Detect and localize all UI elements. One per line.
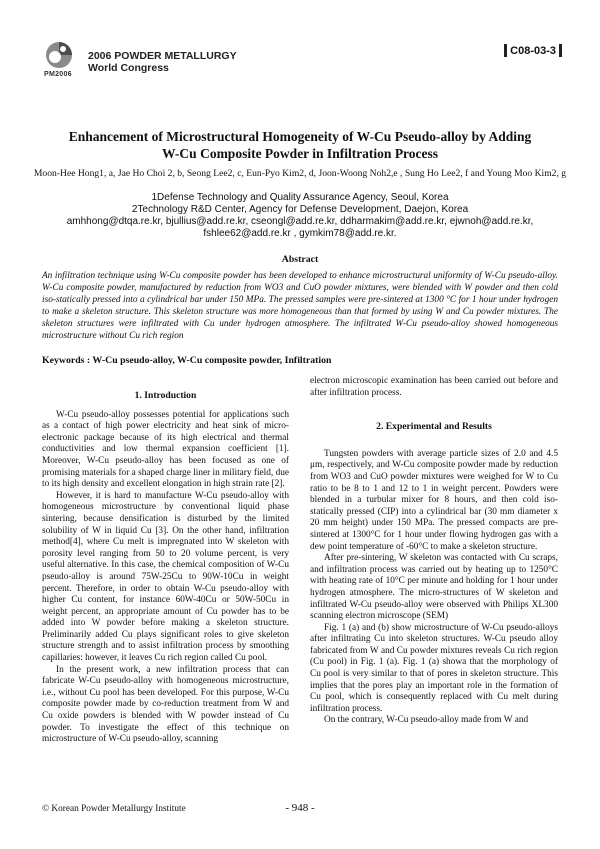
conference-line1: 2006 POWDER METALLURGY	[88, 50, 237, 62]
intro-paragraph-2: However, it is hard to manufacture W-Cu pseudo-alloy with homogeneous microstructure by conventional liquid phase sintering, because densification is disturbed by the limited solubility of W in liquid Cu [3]. On the other hand, infiltration method[4], where Cu melt is impregnated into W skeleton with porosity level ranging from 50 to 20 volume percent, is very useful alternative. In this case, the chemical composition of W-Cu pseudo-alloy is around 75W-25Cu to 90W-10Cu in weight percent. Therefore, in order to obtain W-Cu pseudo-alloy with higher Cu content, for instance 60W-40Cu or 50W-50Cu in weight percent, an appropriate amount of Cu powder has to be added into W powder before making a skeleton structure. Preliminarily added Cu plays significant roles to give skeleton structure strength and to assist infiltration process by smoothing capillaries: however, it leaves Cu rich region called Cu pool.	[42, 490, 289, 664]
right-column	[310, 376, 558, 727]
paper-code	[504, 44, 562, 57]
affiliations	[30, 192, 570, 240]
code-bar-left	[504, 44, 507, 57]
affiliation-line2: 2Technology R&D Center, Agency for Defense Development, Daejon, Korea	[131, 204, 469, 215]
paper-title	[30, 128, 570, 162]
section-heading-introduction: 1. Introduction	[134, 390, 197, 401]
title-line2: W-Cu Composite Powder in Infiltration Process	[161, 146, 439, 161]
conference-line2: World Congress	[88, 62, 169, 74]
abstract-heading: Abstract	[281, 254, 319, 265]
keywords: Keywords : W-Cu pseudo-alloy, W-Cu composite powder, Infiltration	[42, 355, 332, 366]
experimental-paragraph-3: Fig. 1 (a) and (b) show microstructure of W-Cu pseudo-alloys after infiltrating Cu into skeleton structures. W-Cu pseudo alloy fabricated from W and Cu powder mixtures reveals Cu rich region (Cu pool) in Fig. 1 (a). Fig. 1 (a) showa that the morphology of Cu pool is very similar to that of pores in skeleton structure. This implies that the pores play an important role in the formation of Cu pool, which is consequently replaced with Cu melt during infiltration process.	[310, 622, 558, 714]
logo-text: PM2006	[44, 71, 72, 78]
intro-paragraph-3: In the present work, a new infiltration process that can fabricate W-Cu pseudo-alloy with homogeneous microstructure, i.e., without Cu pool has been developed. For this purpose, W-Cu composite powder made by co-reduction treatment from W and Cu oxide powders is blended with W powder instead of Cu powder. To investigate the effect of this technique on microstructure of W-Cu pseudo-alloy, scanning	[42, 664, 289, 745]
experimental-paragraph-4: On the contrary, W-Cu pseudo-alloy made from W and	[324, 715, 529, 726]
abstract-text: An infiltration technique using W-Cu composite powder has been developed to enhance microstructural uniformity of W-Cu pseudo-alloy. W-Cu composite powder, manufactured by reduction from WO3 and CuO powder mixtures, were blended with W powder and then cold iso-statically pressed into a cylindrical bar under 150 MPa. The pressed samples were pre-sintered at 1300 °C for 1 hour under hydrogen to make a skeleton structure. This skeleton structure was more homogeneous than that formed by using W and Cu powder mixtures. The skeleton structures were infiltrated with Cu under hydrogen atmosphere. The infiltrated W-Cu pseudo-alloy showed homogeneous microstructure without Cu rich region	[42, 271, 558, 341]
footer-copyright: © Korean Powder Metallurgy Institute	[42, 804, 186, 814]
left-column	[42, 390, 289, 746]
intro-continuation: electron microscopic examination has been carried out before and after infiltration process.	[310, 376, 558, 398]
paper-code-text: C08-03-3	[510, 44, 556, 57]
experimental-paragraph-2: After pre-sintering, W skeleton was contacted with Cu scraps, and infiltration process was carried out by heating up to 1250°C with heating rate of 10°C per minute and holding for 1 hour under hydrogen atmosphere. The micro-structures of W skeleton and infiltrated W-Cu pseudo-alloy were observed with Philips XL300 scanning electron microscope (SEM)	[310, 553, 558, 622]
pm2006-logo-icon	[44, 40, 74, 70]
email-line1: amhhong@dtqa.re.kr, bjullius@add.re.kr, cseongl@add.re.kr, ddharmakim@add.re.kr, ejwnoh@add.re.kr,	[66, 216, 534, 227]
page-number: - 948 -	[285, 802, 315, 814]
experimental-paragraph-1: Tungsten powders with average particle sizes of 2.0 and 4.5 μm, respectively, and W-Cu composite powder made by reduction from WO3 and CuO powder mixtures were weighed for W to Cu ratio to be 8 to 1 and 12 to 1 in weight percent. Powders were blended in a turbular mixer for 8 hours, and then cold iso-statically pressed (CIP) into a cylindrical bar (30 mm diameter x 20 mm height) under 150 MPa. The pressed compacts are pre-sintered at 1300°C for 1 hour under flowing hydrogen gas with a dew point temperature of -60°C to make a skeleton structure.	[310, 448, 558, 552]
email-line2: fshlee62@add.re.kr , gymkim78@add.re.kr.	[203, 228, 397, 239]
code-bar-right	[559, 44, 562, 57]
title-line1: Enhancement of Microstructural Homogeneity of W-Cu Pseudo-alloy by Adding	[68, 129, 532, 144]
section-heading-experimental: 2. Experimental and Results	[376, 421, 492, 433]
authors: Moon-Hee Hong1, a, Jae Ho Choi 2, b, Seong Lee2, c, Eun-Pyo Kim2, d, Joon-Woong Noh2,e , Sung Ho Lee2, f and Young Moo Kim2, g	[33, 168, 567, 179]
intro-paragraph-1: W-Cu pseudo-alloy possesses potential for applications such as a contact of high power electricity and heat sink of micro-electronic package because of its high electrical and thermal conductivities and low thermal expansion coefficient [1]. Moreover, W-Cu pseudo-alloy has been focused as one of promising materials for a shaped charge liner in military field, due to its high density and excellent elongation in high strain rate [2].	[42, 409, 289, 490]
affiliation-line1: 1Defense Technology and Quality Assurance Agency, Seoul, Korea	[151, 192, 449, 203]
conference-name	[88, 50, 237, 74]
